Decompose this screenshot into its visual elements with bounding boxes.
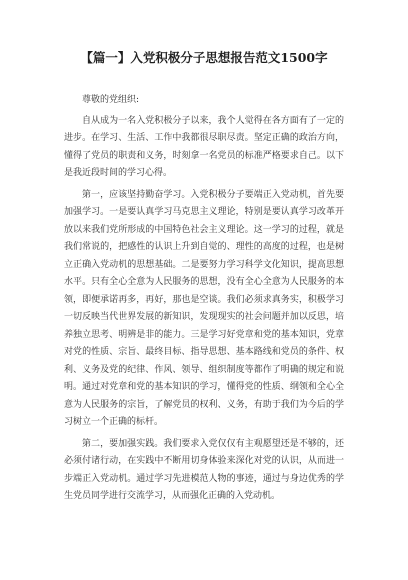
document-body: [64, 92, 344, 510]
document-title: 【篇一】入党积极分子思想报告范文1500字: [80, 50, 328, 65]
paragraph-second-point: 第二，要加强实践。我们要求入党仅仅有主观愿望还是不够的，还必须付诸行动，在实践中不断用切身体验来深化对党的认识，从而进一步端正入党动机。通过学习先进模范人物的事迹，通过与身边优秀的学生党员同学进行交流学习，从而强化正确的入党动机。: [64, 438, 344, 501]
paragraph-intro: 自从成为一名入党积极分子以来，我个人觉得在各方面有了一定的进步。在学习、生活、工作中我都很尽职尽责。坚定正确的政治方向，懂得了党员的职责和义务，时刻拿一名党员的标准严格要求自己。以下是我近段时间的学习心得。: [64, 115, 344, 178]
salutation: 尊敬的党组织:: [82, 95, 140, 105]
paragraph-first-point: 第一，应该坚持勤奋学习。入党积极分子要端正入党动机，首先要加强学习。一是要认真学习马克思主义理论，特别是要认真学习改革开放以来我们党所形成的中国特色社会主义理论。这一学习的过程，就是我们常说的，把感性的认识上升到自觉的、理性的高度的过程，也是树立正确入党动机的思想基础。二是要努力学习科学文化知识，提高思想水平。只有全心全意为人民服务的思想，没有全心全意为人民服务的本领，即便承诺再多，再好，那也是空谈。我们必须求真务实，积极学习一切反映当代世界发展的新知识，发现现实的社会问题并加以反思，培养独立思考、明辨是非的能力。三是学习好党章和党的基本知识，党章对党的性质、宗旨、最终目标、指导思想、基本路线和党员的条件、权利、义务及党的纪律、作风、领导、组织制度等都作了明确的规定和说明。通过对党章和党的基本知识的学习，懂得党的性质、纲领和全心全意为人民服务的宗旨，了解党员的权利、义务，有助于我们为今后的学习树立一个正确的标杆。: [64, 189, 344, 427]
